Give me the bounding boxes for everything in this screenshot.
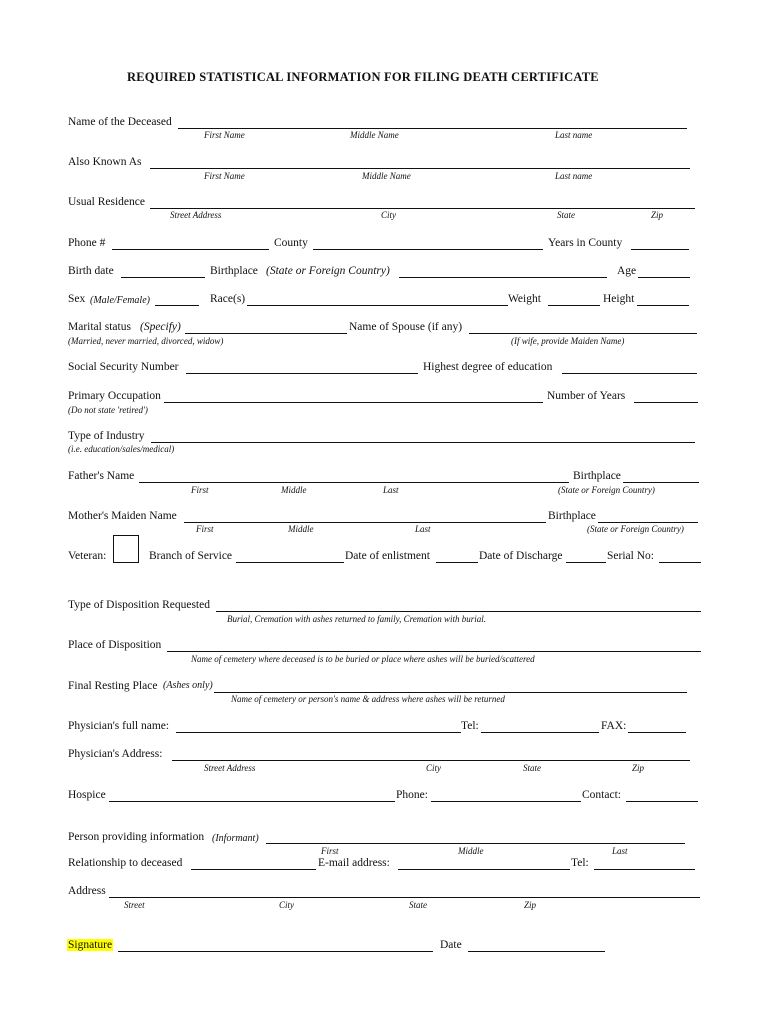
physician-fax-field[interactable] <box>628 720 686 733</box>
sex-field[interactable] <box>155 293 199 306</box>
phone-field[interactable] <box>112 237 269 250</box>
race-label: Race(s) <box>210 293 246 305</box>
hospice-phone-label: Phone: <box>396 789 428 801</box>
height-label: Height <box>603 293 635 305</box>
county-label: County <box>274 237 308 249</box>
name-deceased-field[interactable] <box>178 116 687 129</box>
date-label: Date <box>440 939 462 951</box>
father-name-field[interactable] <box>139 470 569 483</box>
industry-hint: (i.e. education/sales/medical) <box>68 444 175 454</box>
education-field[interactable] <box>562 361 697 374</box>
informant-label-hint: (Informant) <box>212 833 259 844</box>
place-disposition-label: Place of Disposition <box>68 639 162 651</box>
birthplace-hint: (State or Foreign Country) <box>266 265 390 277</box>
disposition-hint: Burial, Cremation with ashes returned to family, Cremation with burial. <box>227 614 487 624</box>
physician-name-label: Physician's full name: <box>68 720 170 732</box>
sub-city: City <box>381 210 396 220</box>
enlistment-label: Date of enlistment <box>345 550 430 562</box>
specify-hint: (Specify) <box>140 321 181 333</box>
occupation-hint: (Do not state 'retired') <box>68 405 148 415</box>
birthplace-label: Birthplace <box>210 265 258 277</box>
signature-label: Signature <box>68 939 113 951</box>
mother-label: Mother's Maiden Name <box>68 510 177 522</box>
sub-zip: Zip <box>651 210 664 220</box>
sub-last-name: Last name <box>555 130 593 140</box>
sub-first: First <box>191 485 209 495</box>
county-field[interactable] <box>313 237 543 250</box>
hospice-contact-field[interactable] <box>626 789 698 802</box>
birth-date-field[interactable] <box>121 265 205 278</box>
serial-field[interactable] <box>659 550 701 563</box>
hospice-label: Hospice <box>68 789 106 801</box>
industry-field[interactable] <box>151 430 695 443</box>
sub-middle: Middle <box>281 485 307 495</box>
relationship-tel-field[interactable] <box>594 857 695 870</box>
signature-field[interactable] <box>118 939 433 952</box>
relationship-label: Relationship to deceased <box>68 857 183 869</box>
final-resting-label-hint: (Ashes only) <box>163 680 213 691</box>
age-field[interactable] <box>638 265 690 278</box>
education-label: Highest degree of education <box>423 361 553 373</box>
final-resting-hint: Name of cemetery or person's name & address where ashes will be returned <box>231 694 505 704</box>
veteran-label: Veteran: <box>68 550 107 562</box>
mother-birthplace-hint: (State or Foreign Country) <box>587 524 684 534</box>
race-field[interactable] <box>247 293 508 306</box>
aka-field[interactable] <box>150 156 690 169</box>
sub-zip: Zip <box>524 900 537 910</box>
years-county-field[interactable] <box>631 237 689 250</box>
years-county-label: Years in County <box>548 237 623 249</box>
informant-field[interactable] <box>266 831 685 844</box>
email-label: E-mail address: <box>318 857 390 869</box>
residence-label: Usual Residence <box>68 196 145 208</box>
physician-address-field[interactable] <box>172 748 690 761</box>
sub-last-name: Last name <box>555 171 593 181</box>
hospice-contact-label: Contact: <box>582 789 621 801</box>
occupation-years-label: Number of Years <box>547 390 626 402</box>
sub-last: Last <box>383 485 399 495</box>
marital-label: Marital status <box>68 321 131 333</box>
informant-label: Person providing information <box>68 831 205 843</box>
name-deceased-label: Name of the Deceased <box>68 116 172 128</box>
spouse-field[interactable] <box>469 321 697 334</box>
ssn-label: Social Security Number <box>68 361 179 373</box>
sex-label: Sex <box>68 293 86 305</box>
serial-label: Serial No: <box>607 550 654 562</box>
marital-field[interactable] <box>185 321 347 334</box>
relationship-field[interactable] <box>191 857 316 870</box>
physician-fax-label: FAX: <box>601 720 627 732</box>
phone-label: Phone # <box>68 237 106 249</box>
place-disposition-field[interactable] <box>167 639 701 652</box>
father-birthplace-field[interactable] <box>623 470 699 483</box>
birthplace-field[interactable] <box>399 265 607 278</box>
sub-first-name: First Name <box>204 130 245 140</box>
veteran-checkbox[interactable] <box>113 535 139 563</box>
occupation-years-field[interactable] <box>634 390 698 403</box>
place-disposition-hint: Name of cemetery where deceased is to be buried or place where ashes will be buried/scattered <box>191 654 535 664</box>
form-title: REQUIRED STATISTICAL INFORMATION FOR FILING DEATH CERTIFICATE <box>127 70 599 84</box>
sub-first-name: First Name <box>204 171 245 181</box>
birth-date-label: Birth date <box>68 265 114 277</box>
father-label: Father's Name <box>68 470 135 482</box>
mother-birthplace-label: Birthplace <box>548 510 596 522</box>
father-birthplace-label: Birthplace <box>573 470 621 482</box>
weight-label: Weight <box>508 293 541 305</box>
ssn-field[interactable] <box>186 361 418 374</box>
sex-hint: (Male/Female) <box>90 295 150 306</box>
sub-middle-name: Middle Name <box>350 130 399 140</box>
age-label: Age <box>617 265 637 277</box>
sub-street: Street <box>124 900 145 910</box>
branch-field[interactable] <box>236 550 344 563</box>
sub-state: State <box>409 900 427 910</box>
sub-city: City <box>426 763 441 773</box>
physician-address-label: Physician's Address: <box>68 748 163 760</box>
date-field[interactable] <box>468 939 605 952</box>
address-label: Address <box>68 885 106 897</box>
final-resting-field[interactable] <box>214 680 687 693</box>
sub-middle-name: Middle Name <box>362 171 411 181</box>
spouse-hint: (If wife, provide Maiden Name) <box>511 336 625 346</box>
father-birthplace-hint: (State or Foreign Country) <box>558 485 655 495</box>
spouse-label: Name of Spouse (if any) <box>349 321 463 333</box>
sub-middle: Middle <box>288 524 314 534</box>
sub-street: Street Address <box>170 210 222 220</box>
relationship-tel-label: Tel: <box>571 857 589 869</box>
final-resting-label: Final Resting Place <box>68 680 158 692</box>
occupation-label: Primary Occupation <box>68 390 161 402</box>
enlistment-field[interactable] <box>436 550 478 563</box>
address-field[interactable] <box>109 885 700 898</box>
physician-tel-label: Tel: <box>461 720 479 732</box>
sub-zip: Zip <box>632 763 645 773</box>
height-field[interactable] <box>637 293 689 306</box>
industry-label: Type of Industry <box>68 430 145 442</box>
sub-first: First <box>196 524 214 534</box>
hospice-phone-field[interactable] <box>431 789 581 802</box>
mother-birthplace-field[interactable] <box>598 510 698 523</box>
marital-hint: (Married, never married, divorced, widow) <box>68 336 224 346</box>
hospice-field[interactable] <box>109 789 395 802</box>
sub-state: State <box>557 210 575 220</box>
physician-tel-field[interactable] <box>481 720 599 733</box>
sub-last: Last <box>415 524 431 534</box>
residence-field[interactable] <box>150 196 695 209</box>
sub-first: First <box>321 846 339 856</box>
sub-city: City <box>279 900 294 910</box>
mother-name-field[interactable] <box>184 510 546 523</box>
sub-street: Street Address <box>204 763 256 773</box>
physician-name-field[interactable] <box>176 720 461 733</box>
disposition-label: Type of Disposition Requested <box>68 599 210 611</box>
sub-state: State <box>523 763 541 773</box>
aka-label: Also Known As <box>68 156 142 168</box>
sub-last: Last <box>612 846 628 856</box>
discharge-field[interactable] <box>566 550 606 563</box>
weight-field[interactable] <box>548 293 600 306</box>
occupation-field[interactable] <box>164 390 543 403</box>
email-field[interactable] <box>398 857 570 870</box>
disposition-field[interactable] <box>216 599 701 612</box>
discharge-label: Date of Discharge <box>479 550 563 562</box>
sub-middle: Middle <box>458 846 484 856</box>
branch-label: Branch of Service <box>149 550 233 562</box>
